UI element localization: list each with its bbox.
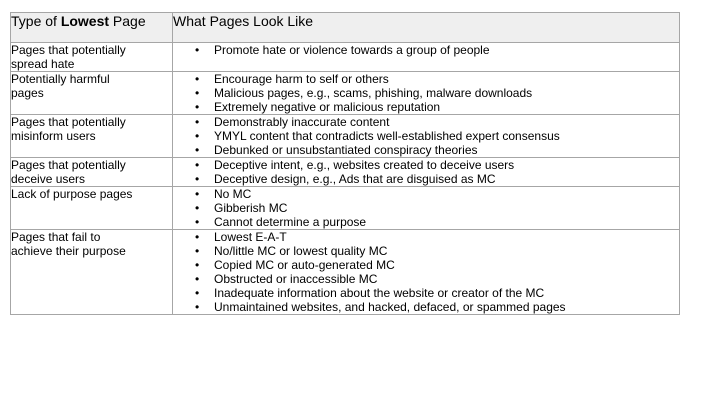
list-item-text: Gibberish MC <box>214 201 288 215</box>
bullet-list <box>173 72 679 114</box>
list-item <box>173 129 679 143</box>
page-type-label: Pages that potentially spread hate <box>11 43 126 71</box>
page-description-cell <box>173 115 680 158</box>
bullet-list <box>173 187 679 229</box>
bullet-icon: • <box>195 158 200 172</box>
bullet-icon: • <box>195 172 200 186</box>
table-row <box>11 72 680 115</box>
page-description-cell <box>173 72 680 115</box>
list-item-text: YMYL content that contradicts well-established expert consensus <box>214 129 560 143</box>
list-item-text: Malicious pages, e.g., scams, phishing, malware downloads <box>214 86 533 100</box>
page-type-cell <box>11 72 173 115</box>
list-item <box>173 244 679 258</box>
page-type-label: Pages that potentially deceive users <box>11 158 126 186</box>
bullet-icon: • <box>195 230 200 244</box>
table-row <box>11 158 680 187</box>
page-description-cell <box>173 187 680 230</box>
table-row <box>11 187 680 230</box>
bullet-icon: • <box>195 72 200 86</box>
bullet-list <box>173 115 679 157</box>
list-item-text: Obstructed or inaccessible MC <box>214 272 378 286</box>
lowest-pages-table <box>10 12 680 315</box>
list-item-text: Encourage harm to self or others <box>214 72 389 86</box>
header-bold-word: Lowest <box>60 13 110 29</box>
list-item <box>173 187 679 201</box>
page-type-label: Potentially harmful pages <box>11 72 110 100</box>
page-description-cell <box>173 43 680 72</box>
bullet-list <box>173 158 679 186</box>
bullet-icon: • <box>195 129 200 143</box>
bullet-icon: • <box>195 201 200 215</box>
list-item-text: Inadequate information about the website or creator of the MC <box>214 286 545 300</box>
list-item-text: Debunked or unsubstantiated conspiracy theories <box>214 143 478 157</box>
list-item <box>173 215 679 229</box>
bullet-icon: • <box>195 86 200 100</box>
table-header-row <box>11 13 680 43</box>
bullet-icon: • <box>195 115 200 129</box>
table-body <box>11 43 680 315</box>
header-prefix: Type of <box>11 13 61 29</box>
list-item <box>173 115 679 129</box>
list-item <box>173 286 679 300</box>
header-what-pages-look-like: What Pages Look Like <box>173 13 680 43</box>
list-item <box>173 100 679 114</box>
page-type-cell <box>11 187 173 230</box>
bullet-icon: • <box>195 300 200 314</box>
list-item-text: Copied MC or auto-generated MC <box>214 258 395 272</box>
page-type-cell <box>11 230 173 315</box>
header-suffix: Page <box>109 13 146 29</box>
page-type-cell <box>11 158 173 187</box>
list-item-text: Cannot determine a purpose <box>214 215 367 229</box>
list-item <box>173 230 679 244</box>
list-item <box>173 72 679 86</box>
list-item <box>173 258 679 272</box>
list-item-text: Extremely negative or malicious reputation <box>214 100 441 114</box>
bullet-list <box>173 230 679 314</box>
bullet-list <box>173 43 679 57</box>
list-item-text: Promote hate or violence towards a group of people <box>214 43 490 57</box>
page-type-label: Pages that potentially misinform users <box>11 115 126 143</box>
table-row <box>11 115 680 158</box>
bullet-icon: • <box>195 100 200 114</box>
list-item <box>173 43 679 57</box>
page-description-cell <box>173 230 680 315</box>
page-type-cell <box>11 43 173 72</box>
list-item <box>173 158 679 172</box>
bullet-icon: • <box>195 258 200 272</box>
list-item-text: Deceptive design, e.g., Ads that are disguised as MC <box>214 172 496 186</box>
bullet-icon: • <box>195 272 200 286</box>
list-item <box>173 300 679 314</box>
list-item <box>173 143 679 157</box>
page-description-cell <box>173 158 680 187</box>
list-item-text: Deceptive intent, e.g., websites created to deceive users <box>214 158 515 172</box>
bullet-icon: • <box>195 143 200 157</box>
bullet-icon: • <box>195 244 200 258</box>
header-type-of-lowest-page <box>11 13 173 43</box>
list-item-text: Demonstrably inaccurate content <box>214 115 390 129</box>
bullet-icon: • <box>195 43 200 57</box>
page-type-label: Pages that fail to achieve their purpose <box>11 230 126 258</box>
bullet-icon: • <box>195 286 200 300</box>
list-item <box>173 172 679 186</box>
list-item-text: Unmaintained websites, and hacked, defaced, or spammed pages <box>214 300 566 314</box>
list-item <box>173 201 679 215</box>
list-item-text: No/little MC or lowest quality MC <box>214 244 388 258</box>
table-row <box>11 43 680 72</box>
page-type-label: Lack of purpose pages <box>11 187 133 201</box>
bullet-icon: • <box>195 187 200 201</box>
page-type-cell <box>11 115 173 158</box>
list-item <box>173 272 679 286</box>
list-item-text: No MC <box>214 187 252 201</box>
bullet-icon: • <box>195 215 200 229</box>
list-item-text: Lowest E-A-T <box>214 230 287 244</box>
table-row <box>11 230 680 315</box>
list-item <box>173 86 679 100</box>
